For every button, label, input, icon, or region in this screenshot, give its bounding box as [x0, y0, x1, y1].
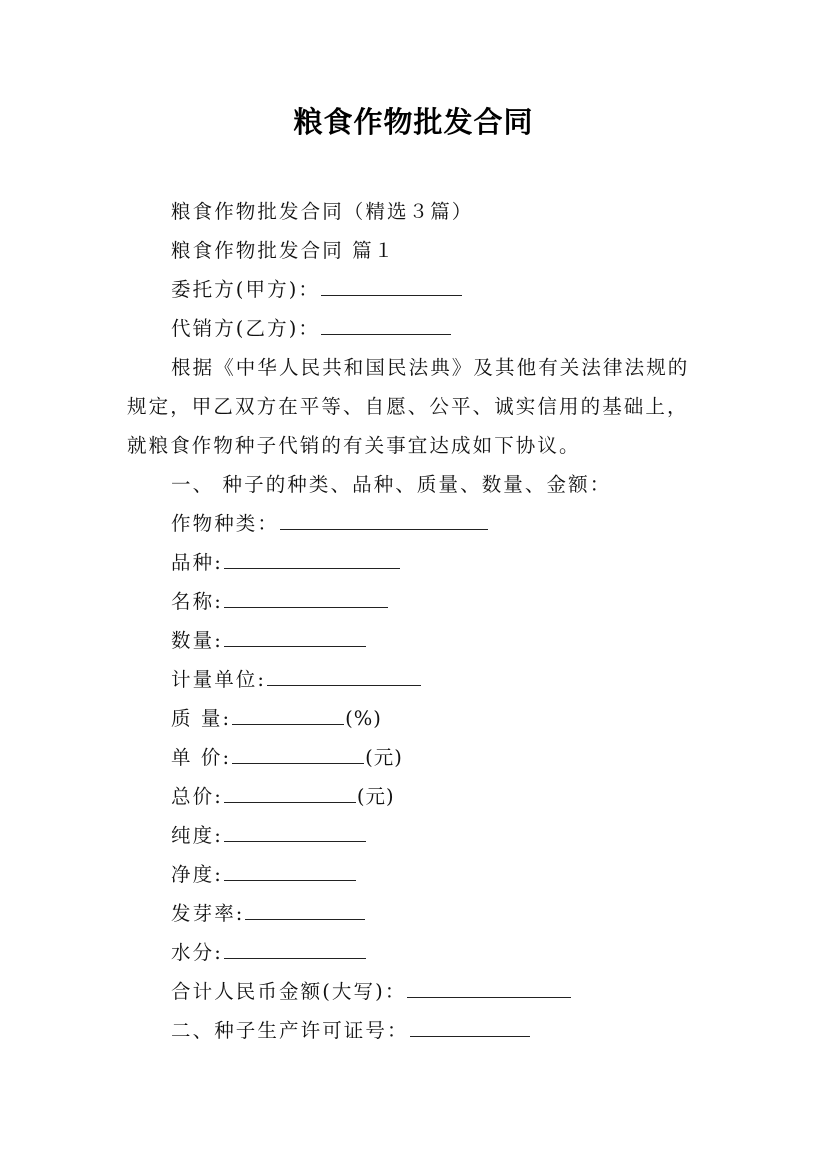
- crop-type-label: 作物种类：: [171, 512, 280, 535]
- unit-label: 计量单位:: [171, 668, 267, 691]
- quantity-label: 数量:: [171, 629, 223, 652]
- cleanliness-label: 净度:: [171, 863, 223, 886]
- license-blank[interactable]: [410, 1018, 530, 1037]
- section-heading: [171, 238, 395, 264]
- license-label: 二、种子生产许可证号：: [171, 1019, 409, 1042]
- purity-label: 纯度:: [171, 824, 223, 847]
- name-blank[interactable]: [224, 589, 388, 608]
- quality-line: [171, 706, 382, 732]
- paragraph-line-1: [171, 355, 689, 381]
- party-b-label: 代销方(乙方)：: [171, 317, 321, 340]
- cleanliness-line: [171, 862, 357, 888]
- subtitle-line: [171, 199, 473, 225]
- subtitle-text: 粮食作物批发合同（精选３篇）: [171, 200, 474, 223]
- crop-type-line: [171, 511, 489, 537]
- unit-price-blank[interactable]: [232, 745, 364, 764]
- variety-label: 品种:: [171, 551, 223, 574]
- quantity-blank[interactable]: [224, 628, 366, 647]
- total-amount-blank[interactable]: [407, 979, 571, 998]
- unit-price-line: [171, 745, 403, 771]
- quantity-line: [171, 628, 367, 654]
- variety-line: [171, 550, 401, 576]
- party-b-blank[interactable]: [321, 316, 451, 335]
- license-line: [171, 1018, 531, 1044]
- germination-label: 发芽率:: [171, 902, 245, 925]
- total-price-suffix: (元): [356, 785, 395, 808]
- quality-blank[interactable]: [232, 706, 344, 725]
- paragraph-line-3: [127, 433, 581, 459]
- party-a-blank[interactable]: [321, 277, 462, 296]
- document-title: 粮食作物批发合同: [293, 105, 534, 139]
- quality-label: 质 量:: [171, 707, 232, 730]
- unit-price-label: 单 价:: [171, 746, 232, 769]
- paragraph-line-2: [127, 394, 689, 420]
- moisture-label: 水分:: [171, 941, 223, 964]
- quality-suffix: (%): [345, 707, 382, 730]
- clause-one-heading: [171, 472, 611, 498]
- unit-blank[interactable]: [267, 667, 421, 686]
- purity-blank[interactable]: [224, 823, 366, 842]
- clause-one-text: 一、 种子的种类、品种、质量、数量、金额：: [171, 473, 612, 496]
- party-a-label: 委托方(甲方)：: [171, 278, 321, 301]
- moisture-line: [171, 940, 367, 966]
- moisture-blank[interactable]: [224, 940, 366, 959]
- total-price-label: 总价:: [171, 785, 223, 808]
- paragraph-text-1: 根据《中华人民共和国民法典》及其他有关法律法规的: [171, 356, 690, 379]
- total-price-blank[interactable]: [224, 784, 356, 803]
- total-amount-line: [171, 979, 572, 1005]
- unit-price-suffix: (元): [365, 746, 403, 769]
- party-a-line: [171, 277, 463, 303]
- name-label: 名称:: [171, 590, 223, 613]
- total-amount-label: 合计人民币金额(大写)：: [171, 980, 407, 1003]
- germination-blank[interactable]: [245, 901, 365, 920]
- total-price-line: [171, 784, 395, 810]
- name-line: [171, 589, 389, 615]
- paragraph-text-3: 就粮食作物种子代销的有关事宜达成如下协议。: [127, 434, 581, 457]
- crop-type-blank[interactable]: [280, 511, 488, 530]
- variety-blank[interactable]: [224, 550, 400, 569]
- section-heading-text: 粮食作物批发合同 篇１: [171, 239, 396, 262]
- party-b-line: [171, 316, 452, 342]
- unit-line: [171, 667, 422, 693]
- cleanliness-blank[interactable]: [224, 862, 356, 881]
- paragraph-text-2: 规定，甲乙双方在平等、自愿、公平、诚实信用的基础上，: [127, 395, 689, 418]
- purity-line: [171, 823, 367, 849]
- germination-line: [171, 901, 366, 927]
